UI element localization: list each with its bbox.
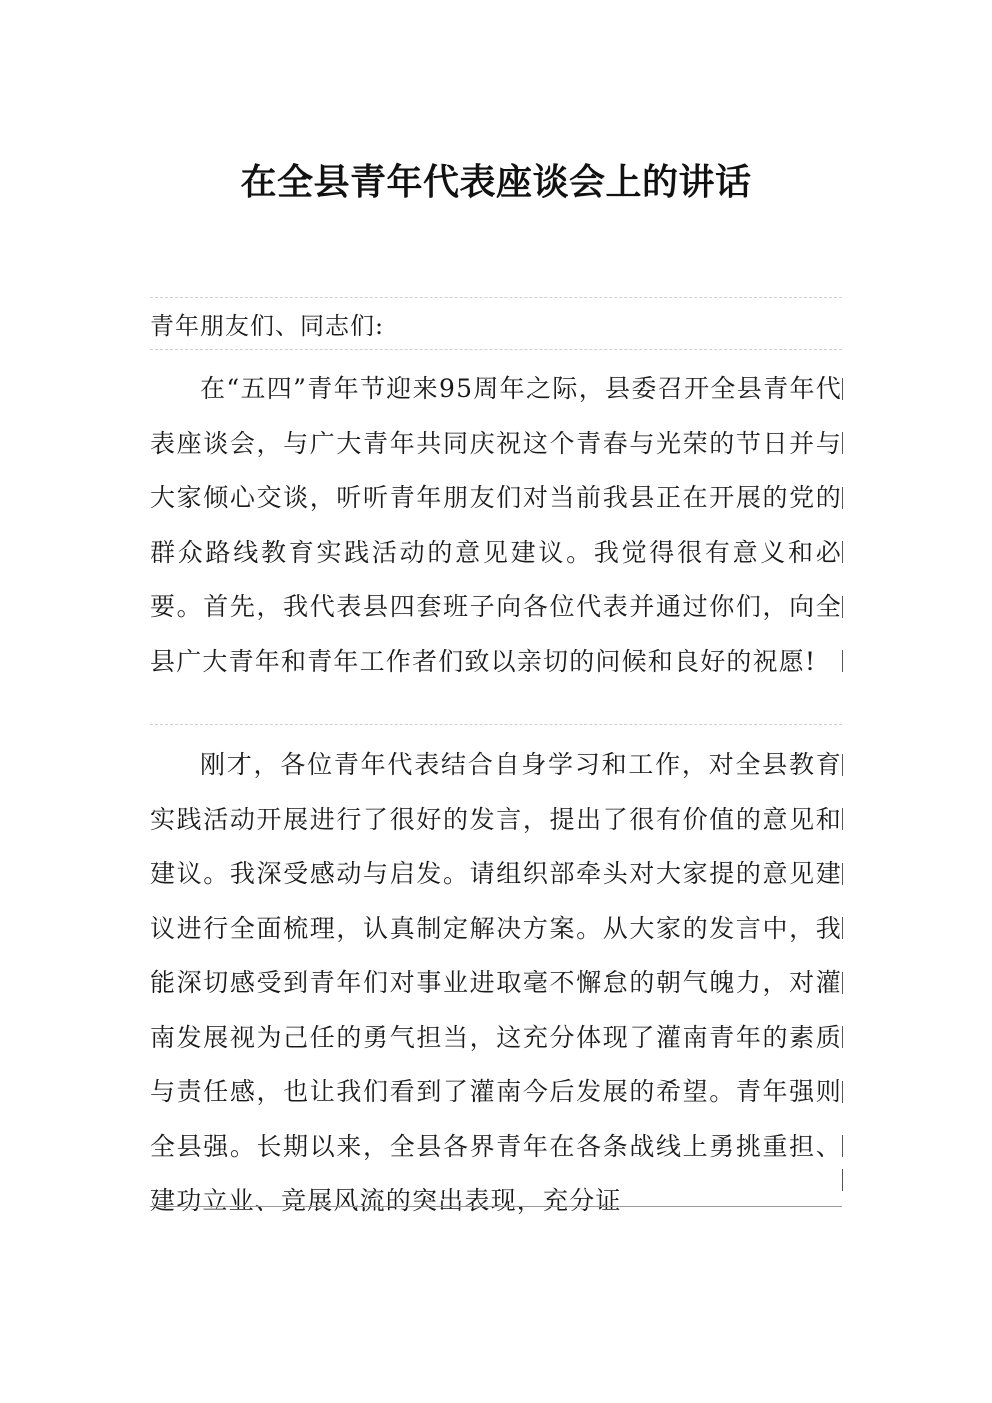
- line-marker: [842, 1169, 843, 1191]
- document-title: 在全县青年代表座谈会上的讲话: [240, 161, 752, 203]
- line-marker: [842, 754, 843, 776]
- line-marker: [842, 808, 843, 830]
- line-marker: [842, 650, 843, 672]
- salutation: 青年朋友们、同志们:: [150, 312, 385, 340]
- line-marker: [842, 972, 843, 994]
- line-marker: [842, 432, 843, 454]
- paragraph-divider: [150, 724, 842, 725]
- line-marker: [842, 378, 843, 400]
- line-marker: [842, 487, 843, 509]
- paragraph-2: 刚才，各位青年代表结合自身学习和工作，对全县教育实践活动开展进行了很好的发言，提出了很有价值的意见和建议。我深受感动与启发。请组织部牵头对大家提的意见建议进行全面梳理，认真制定解决方案。从大家的发言中，我能深切感受到青年们对事业进取毫不懈怠的朝气魄力，对灌南发展视为己任的勇气担当，这充分体现了灌南青年的素质与责任感，也让我们看到了灌南今后发展的希望。青年强则全县强。长期以来，全县各界青年在各条战线上勇挑重担、建功立业、竞展风流的突出表现，充分证: [150, 750, 842, 1215]
- top-divider: [150, 297, 842, 298]
- line-marker: [842, 541, 843, 563]
- paragraph-1: 在“五四”青年节迎来95周年之际，县委召开全县青年代表座谈会，与广大青年共同庆祝这个青春与光荣的节日并与大家倾心交谈，听听青年朋友们对当前我县正在开展的党的群众路线教育实践活动的意见建议。我觉得很有意义和必要。首先，我代表县四套班子向各位代表并通过你们，向全县广大青年和青年工作者们致以亲切的问候和良好的祝愿!: [150, 374, 842, 676]
- bottom-divider: [150, 1206, 842, 1207]
- salutation-divider: [150, 349, 842, 350]
- line-marker: [842, 1026, 843, 1048]
- line-marker: [842, 1135, 843, 1157]
- line-marker: [842, 1081, 843, 1103]
- line-marker: [842, 596, 843, 618]
- line-marker: [842, 863, 843, 885]
- line-marker: [842, 917, 843, 939]
